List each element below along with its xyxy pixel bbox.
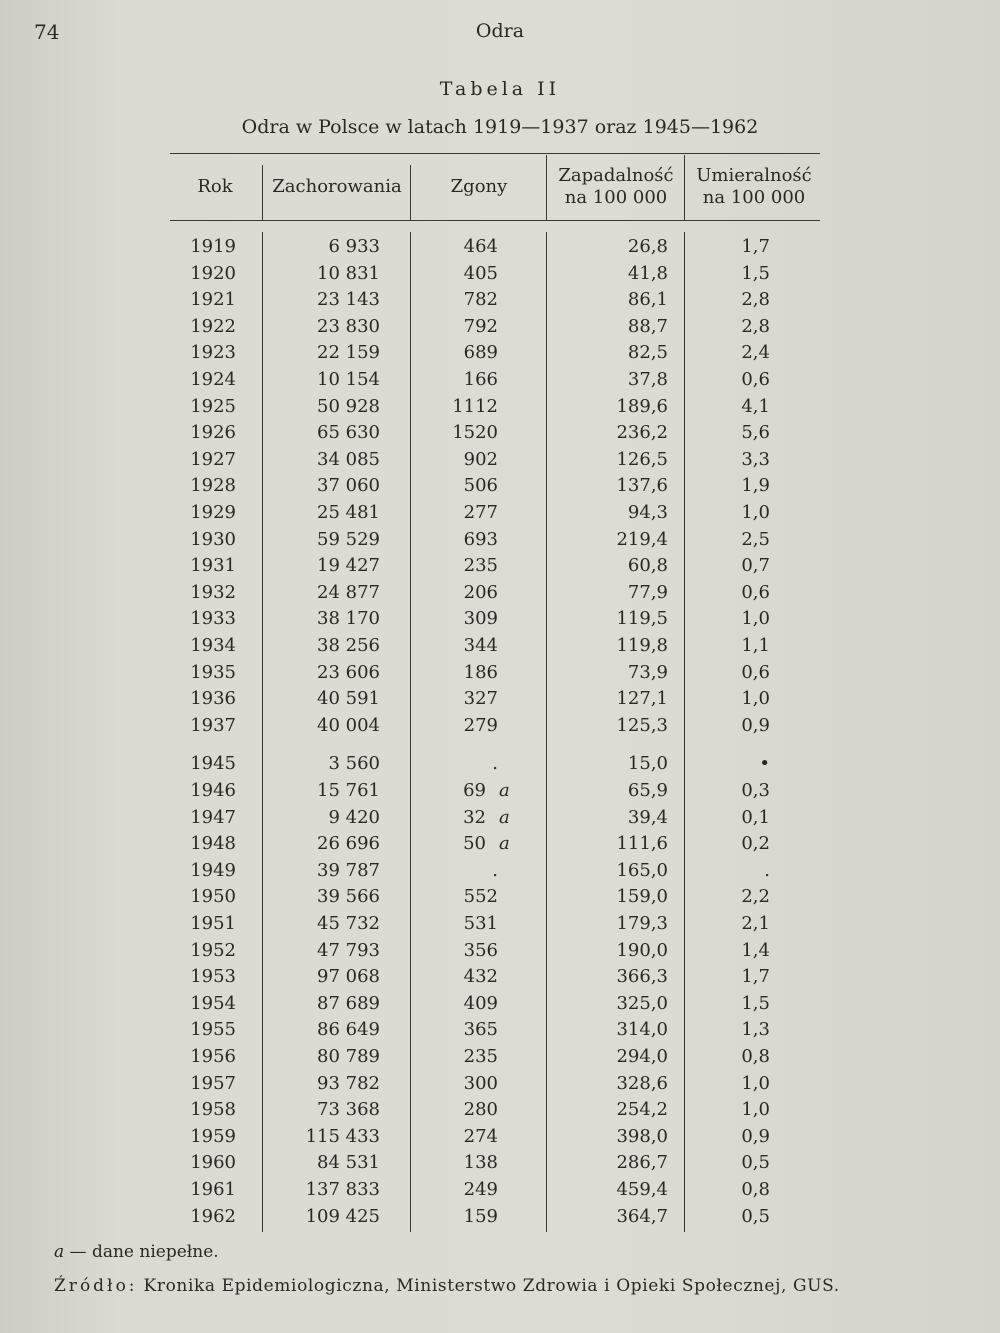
cell-year: 1922 [190,315,236,337]
cell-year: 1923 [190,342,236,364]
table-row [0,502,1000,528]
cell-year: 1955 [190,1019,236,1041]
cell-year: 1948 [190,833,236,855]
cell-incidence: 86,1 [627,289,668,311]
cell-year: 1936 [190,688,236,710]
table-row [0,422,1000,448]
cell-mortality: 2,5 [741,528,770,550]
cell-year: 1950 [190,886,236,908]
table-row [0,833,1000,859]
cell-deaths: 206 [463,581,498,603]
cell-deaths: 166 [463,369,498,390]
cell-incidence: 236,2 [616,422,668,444]
cell-mortality: 0,8 [741,1046,770,1067]
table-row [0,780,1000,806]
table-header-rule [170,220,820,221]
cell-cases: 115 433 [305,1125,380,1147]
cell-cases: 10 154 [317,369,380,390]
cell-mortality: 1,7 [741,236,770,257]
cell-deaths: 506 [463,475,498,497]
cell-year: 1920 [190,262,236,284]
cell-mortality: 1,5 [741,992,770,1014]
cell-year: 1937 [190,714,236,736]
cell-deaths: 689 [463,342,498,364]
cell-incidence: 366,3 [616,966,668,988]
cell-mortality: 0,7 [741,555,770,577]
cell-deaths-note: a [499,806,510,828]
table-row [0,289,1000,315]
cell-mortality: 0,1 [741,806,770,828]
cell-incidence: 39,4 [627,806,668,828]
cell-cases: 34 085 [317,448,380,470]
cell-deaths: 159 [463,1205,498,1227]
cell-deaths: . [492,753,498,775]
cell-mortality: 1,1 [741,635,770,656]
source-label: Źródło: [54,1276,138,1296]
cell-deaths: 32 [463,806,486,828]
cell-cases: 47 793 [317,939,380,961]
cell-mortality: 1,0 [741,1072,770,1094]
cell-deaths: 279 [463,714,498,736]
cell-deaths: 552 [463,886,498,908]
cell-year: 1958 [190,1099,236,1121]
cell-mortality: 3,3 [741,448,770,470]
footnote-marker: a [54,1242,65,1262]
cell-incidence: 364,7 [616,1205,668,1227]
cell-deaths: 69 [463,780,486,801]
cell-cases: 37 060 [317,475,380,497]
cell-cases: 40 591 [317,688,380,710]
cell-year: 1952 [190,939,236,961]
table-row [0,635,1000,661]
cell-incidence: 111,6 [616,833,668,855]
table-row [0,316,1000,342]
cell-incidence: 325,0 [616,992,668,1014]
table-row [0,886,1000,912]
cell-incidence: 26,8 [627,236,668,257]
cell-deaths-note: a [499,833,510,855]
cell-mortality: 1,0 [741,608,770,630]
page-number: 74 [34,20,60,44]
table-row [0,966,1000,992]
cell-mortality: 0,2 [741,833,770,855]
cell-cases: 38 170 [317,608,380,630]
table-row [0,263,1000,289]
cell-cases: 97 068 [317,966,380,988]
cell-incidence: 88,7 [627,315,668,337]
cell-deaths: 50 [463,833,486,855]
cell-incidence: 137,6 [616,475,668,497]
table-label: Tabela II [439,78,561,100]
cell-cases: 50 928 [317,395,380,417]
cell-mortality: 5,6 [741,422,770,444]
cell-mortality: 1,0 [741,502,770,523]
cell-cases: 26 696 [317,833,380,855]
cell-mortality: 1,0 [741,688,770,710]
cell-year: 1933 [190,608,236,630]
cell-year: 1946 [190,780,236,801]
table-row [0,688,1000,714]
cell-cases: 86 649 [317,1019,380,1041]
table-row [0,529,1000,555]
cell-deaths: 902 [463,448,498,470]
cell-deaths: . [492,859,498,881]
cell-mortality: . [764,859,770,881]
table-row [0,715,1000,741]
cell-cases: 25 481 [317,502,380,523]
table-row [0,993,1000,1019]
cell-cases: 19 427 [317,555,380,577]
cell-deaths: 280 [463,1099,498,1121]
cell-mortality: 0,9 [741,714,770,736]
table-row [0,913,1000,939]
cell-year: 1957 [190,1072,236,1094]
column-header-incidence: Zapadalność na 100 000 [558,165,674,208]
cell-incidence: 15,0 [627,753,668,775]
header-divider [684,155,685,221]
cell-incidence: 73,9 [627,661,668,683]
table-row [0,1179,1000,1205]
cell-cases: 38 256 [317,635,380,656]
cell-year: 1947 [190,806,236,828]
table-row [0,753,1000,779]
cell-year: 1961 [190,1179,236,1200]
cell-cases: 23 143 [317,289,380,311]
cell-cases: 84 531 [317,1152,380,1174]
cell-deaths: 309 [463,608,498,630]
cell-deaths: 1520 [452,422,498,444]
cell-cases: 109 425 [305,1205,380,1227]
table-row [0,1046,1000,1072]
column-header-mortality: Umieralność na 100 000 [696,165,812,208]
cell-deaths: 356 [463,939,498,961]
column-header-deaths: Zgony [450,176,508,197]
table-row [0,1206,1000,1232]
cell-incidence: 119,8 [616,635,668,656]
cell-deaths: 365 [463,1019,498,1041]
cell-deaths: 405 [463,262,498,284]
cell-cases: 10 831 [317,262,380,284]
cell-year: 1930 [190,528,236,550]
cell-cases: 65 630 [317,422,380,444]
table-row [0,582,1000,608]
cell-incidence: 165,0 [616,859,668,881]
cell-incidence: 119,5 [616,608,668,630]
cell-year: 1932 [190,581,236,603]
cell-deaths: 277 [463,502,498,523]
cell-deaths: 432 [463,966,498,988]
table-row [0,860,1000,886]
cell-year: 1956 [190,1046,236,1067]
cell-year: 1929 [190,502,236,523]
cell-year: 1959 [190,1125,236,1147]
cell-mortality: 2,8 [741,315,770,337]
cell-deaths: 693 [463,528,498,550]
cell-cases: 87 689 [317,992,380,1014]
cell-deaths: 274 [463,1125,498,1147]
cell-deaths: 531 [463,913,498,934]
table-row [0,1152,1000,1178]
cell-mortality: 0,9 [741,1125,770,1147]
cell-incidence: 41,8 [627,262,668,284]
cell-cases: 40 004 [317,714,380,736]
cell-year: 1953 [190,966,236,988]
cell-mortality: • [759,753,770,775]
table-row [0,1073,1000,1099]
cell-cases: 3 560 [328,753,380,775]
cell-deaths: 782 [463,289,498,311]
cell-deaths: 344 [463,635,498,656]
cell-cases: 93 782 [317,1072,380,1094]
footnote [54,1242,219,1262]
table-row [0,555,1000,581]
cell-deaths-note: a [499,780,510,801]
cell-incidence: 189,6 [616,395,668,417]
cell-mortality: 0,6 [741,661,770,683]
footnote-text: — dane niepełne. [69,1242,219,1262]
cell-cases: 80 789 [317,1046,380,1067]
table-top-rule [170,153,820,154]
header-divider [262,165,263,221]
table-row [0,807,1000,833]
cell-incidence: 37,8 [627,369,668,390]
cell-mortality: 1,4 [741,939,770,961]
cell-incidence: 219,4 [616,528,668,550]
source-text: Kronika Epidemiologiczna, Ministerstwo Zdrowia i Opieki Społecznej, GUS. [143,1276,840,1296]
table-row [0,662,1000,688]
cell-deaths: 249 [463,1179,498,1200]
cell-deaths: 792 [463,315,498,337]
cell-mortality: 1,5 [741,262,770,284]
table-row [0,1099,1000,1125]
cell-mortality: 4,1 [741,395,770,417]
cell-cases: 23 830 [317,315,380,337]
cell-mortality: 0,6 [741,369,770,390]
cell-deaths: 464 [463,236,498,257]
cell-incidence: 328,6 [616,1072,668,1094]
cell-incidence: 159,0 [616,886,668,908]
cell-incidence: 459,4 [616,1179,668,1200]
cell-incidence: 294,0 [616,1046,668,1067]
source-note [54,1276,840,1296]
table-row [0,940,1000,966]
header-divider [410,165,411,221]
cell-year: 1927 [190,448,236,470]
running-head: Odra [475,20,525,42]
cell-mortality: 1,3 [741,1019,770,1041]
cell-cases: 6 933 [328,236,380,257]
cell-mortality: 1,9 [741,475,770,497]
cell-cases: 15 761 [317,780,380,801]
cell-incidence: 314,0 [616,1019,668,1041]
header-divider [546,155,547,221]
cell-deaths: 138 [463,1152,498,1174]
table-row [0,475,1000,501]
cell-incidence: 190,0 [616,939,668,961]
cell-cases: 59 529 [317,528,380,550]
cell-year: 1954 [190,992,236,1014]
cell-year: 1962 [190,1205,236,1227]
cell-deaths: 1112 [452,395,498,417]
cell-incidence: 254,2 [616,1099,668,1121]
cell-deaths: 327 [463,688,498,710]
cell-incidence: 60,8 [627,555,668,577]
cell-year: 1945 [190,753,236,775]
cell-incidence: 126,5 [616,448,668,470]
cell-year: 1924 [190,369,236,390]
cell-year: 1931 [190,555,236,577]
cell-deaths: 186 [463,661,498,683]
cell-cases: 39 787 [317,859,380,881]
cell-deaths: 300 [463,1072,498,1094]
cell-cases: 39 566 [317,886,380,908]
cell-cases: 137 833 [305,1179,380,1200]
cell-mortality: 1,7 [741,966,770,988]
cell-year: 1921 [190,289,236,311]
cell-incidence: 127,1 [616,688,668,710]
cell-mortality: 2,2 [741,886,770,908]
cell-incidence: 65,9 [627,780,668,801]
column-header-year: Rok [197,176,233,197]
table-row [0,608,1000,634]
cell-year: 1928 [190,475,236,497]
cell-mortality: 0,5 [741,1205,770,1227]
cell-year: 1926 [190,422,236,444]
cell-year: 1951 [190,913,236,934]
table-row [0,396,1000,422]
cell-year: 1934 [190,635,236,656]
cell-mortality: 2,4 [741,342,770,364]
cell-mortality: 2,8 [741,289,770,311]
cell-cases: 45 732 [317,913,380,934]
cell-incidence: 125,3 [616,714,668,736]
cell-mortality: 0,5 [741,1152,770,1174]
cell-year: 1919 [190,236,236,257]
table-row [0,342,1000,368]
cell-year: 1949 [190,859,236,881]
cell-incidence: 398,0 [616,1125,668,1147]
cell-mortality: 1,0 [741,1099,770,1121]
cell-incidence: 77,9 [627,581,668,603]
cell-incidence: 286,7 [616,1152,668,1174]
cell-deaths: 235 [463,1046,498,1067]
table-title: Odra w Polsce w latach 1919—1937 oraz 1945—1962 [241,116,759,138]
table-row [0,369,1000,395]
column-header-cases: Zachorowania [272,176,402,197]
cell-mortality: 2,1 [741,913,770,934]
cell-cases: 24 877 [317,581,380,603]
cell-deaths: 235 [463,555,498,577]
cell-incidence: 94,3 [627,502,668,523]
table-row [0,1019,1000,1045]
cell-cases: 73 368 [317,1099,380,1121]
cell-year: 1925 [190,395,236,417]
cell-cases: 9 420 [328,806,380,828]
cell-year: 1935 [190,661,236,683]
cell-incidence: 179,3 [616,913,668,934]
cell-cases: 22 159 [317,342,380,364]
cell-cases: 23 606 [317,661,380,683]
cell-incidence: 82,5 [627,342,668,364]
table-row [0,449,1000,475]
cell-mortality: 0,8 [741,1179,770,1200]
table-row [0,236,1000,262]
cell-year: 1960 [190,1152,236,1174]
cell-mortality: 0,6 [741,581,770,603]
cell-mortality: 0,3 [741,780,770,801]
table-row [0,1126,1000,1152]
cell-deaths: 409 [463,992,498,1014]
